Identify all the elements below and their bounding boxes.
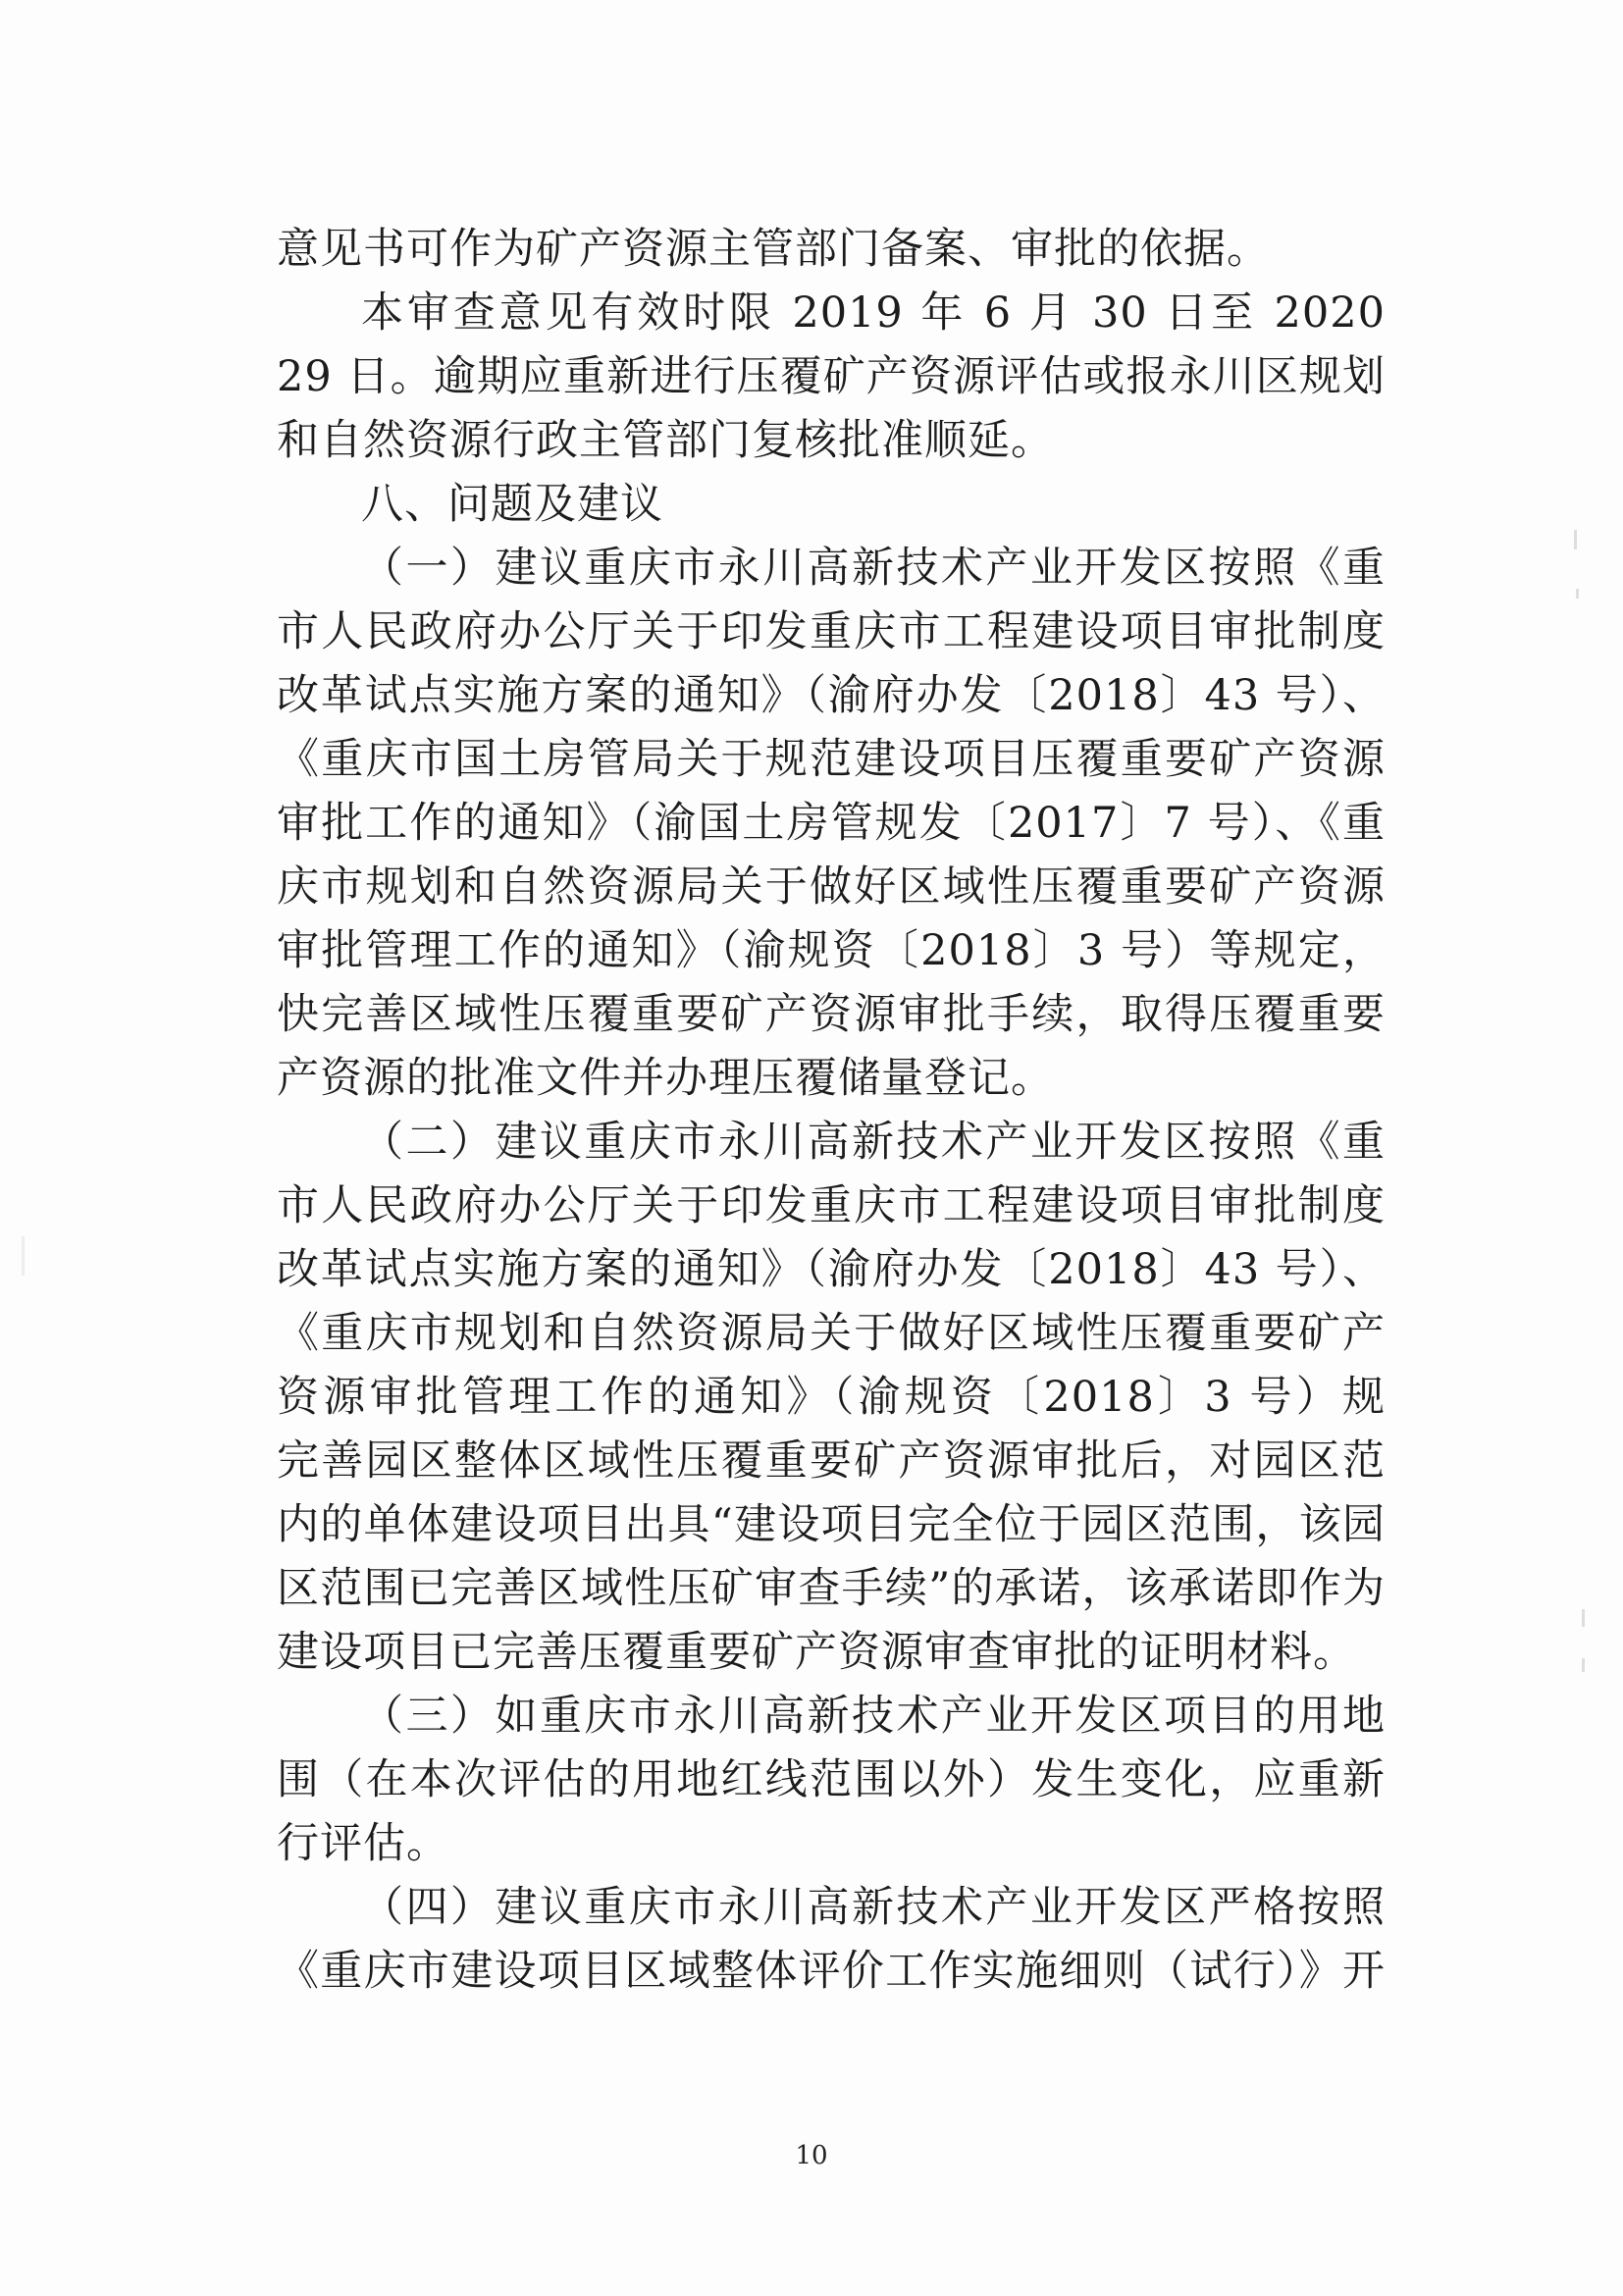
scan-mark	[22, 1236, 25, 1276]
text-line: 改革试点实施方案的通知》（渝府办发〔2018〕43 号）、	[277, 1245, 1386, 1294]
text-line: 围（在本次评估的用地红线范围以外）发生变化，应重新	[277, 1755, 1386, 1804]
text-line: 和自然资源行政主管部门复核批准顺延。	[277, 416, 1054, 465]
text-line: 《重庆市建设项目区域整体评价工作实施细则（试行）》开	[277, 1947, 1386, 1996]
text-line: 市人民政府办公厅关于印发重庆市工程建设项目审批制度	[277, 1181, 1386, 1230]
text-line: 资源审批管理工作的通知》（渝规资〔2018〕3 号）规	[277, 1373, 1386, 1422]
scan-mark	[1582, 1609, 1585, 1627]
scan-mark	[1574, 530, 1577, 549]
text-line: 八、问题及建议	[361, 480, 663, 529]
text-line: 本审查意见有效时限 2019 年 6 月 30 日至 2020	[361, 288, 1386, 338]
text-line: 完善园区整体区域性压覆重要矿产资源审批后，对园区范	[277, 1436, 1386, 1486]
text-line: 行评估。	[277, 1819, 449, 1868]
text-line: 《重庆市国土房管局关于规范建设项目压覆重要矿产资源	[277, 735, 1386, 784]
document-body	[277, 218, 1386, 2004]
text-line: 29 日。逾期应重新进行压覆矿产资源评估或报永川区规划	[277, 352, 1386, 401]
text-line: 庆市规划和自然资源局关于做好区域性压覆重要矿产资源	[277, 862, 1386, 912]
text-line: （二）建议重庆市永川高新技术产业开发区按照《重	[361, 1118, 1386, 1167]
text-line: 意见书可作为矿产资源主管部门备案、审批的依据。	[277, 225, 1270, 274]
text-line: 市人民政府办公厅关于印发重庆市工程建设项目审批制度	[277, 607, 1386, 656]
text-line: 内的单体建设项目出具“建设项目完全位于园区范围，该园	[277, 1500, 1386, 1549]
text-line: （三）如重庆市永川高新技术产业开发区项目的用地	[361, 1692, 1386, 1741]
text-line: 审批管理工作的通知》（渝规资〔2018〕3 号）等规定，	[277, 926, 1386, 975]
text-line: 审批工作的通知》（渝国土房管规发〔2017〕7 号）、《重	[277, 799, 1386, 848]
text-line: 建设项目已完善压覆重要矿产资源审查审批的证明材料。	[277, 1628, 1356, 1677]
text-line: 《重庆市规划和自然资源局关于做好区域性压覆重要矿产	[277, 1309, 1386, 1358]
scan-mark	[1576, 589, 1579, 599]
text-line: 产资源的批准文件并办理压覆储量登记。	[277, 1054, 1054, 1103]
scan-mark	[1582, 1658, 1585, 1672]
text-line: 改革试点实施方案的通知》（渝府办发〔2018〕43 号）、	[277, 671, 1386, 720]
text-line: （一）建议重庆市永川高新技术产业开发区按照《重	[361, 544, 1386, 593]
page-number: 10	[795, 2141, 828, 2170]
text-line: （四）建议重庆市永川高新技术产业开发区严格按照	[361, 1883, 1386, 1932]
text-line: 区范围已完善区域性压矿审查手续”的承诺，该承诺即作为	[277, 1564, 1386, 1613]
text-line: 快完善区域性压覆重要矿产资源审批手续，取得压覆重要	[277, 990, 1386, 1039]
